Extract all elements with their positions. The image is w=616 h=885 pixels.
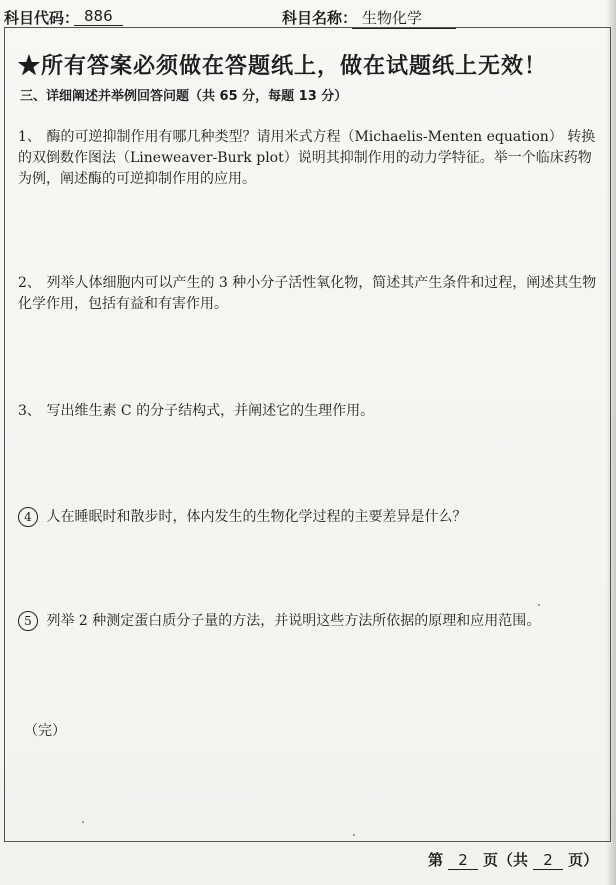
question-5 bbox=[18, 611, 598, 632]
footer-page-number: 2 bbox=[448, 851, 478, 870]
paper-speck bbox=[353, 834, 355, 836]
question-text: 酶的可逆抑制作用有哪几种类型？请用米式方程（Michaelis-Menten equation） 转换的双倒数作图法（Lineweaver-Burk plot）说明其抑制作用的动力学特征。举一个临床药物为例，阐述酶的可逆抑制作用的应用。 bbox=[18, 129, 596, 187]
page-footer bbox=[428, 849, 598, 870]
subject-code-value: 886 bbox=[74, 7, 123, 26]
question-text: 列举人体细胞内可以产生的 3 种小分子活性氧化物，简述其产生条件和过程，阐述其生物化学作用，包括有益和有害作用。 bbox=[18, 275, 597, 312]
question-number: 2、 bbox=[18, 275, 41, 291]
question-3 bbox=[18, 401, 598, 422]
question-number-circled: 4 bbox=[18, 507, 38, 527]
question-4 bbox=[18, 507, 598, 528]
question-number-circled: 5 bbox=[18, 611, 38, 631]
footer-suffix: 页） bbox=[568, 851, 599, 869]
exam-headline: ★所有答案必须做在答题纸上，做在试题纸上无效！ bbox=[18, 53, 548, 79]
paper-speck bbox=[82, 821, 84, 823]
end-mark: （完） bbox=[24, 723, 66, 739]
question-1 bbox=[18, 127, 598, 190]
question-text: 列举 2 种测定蛋白质分子量的方法，并说明这些方法所依据的原理和应用范围。 bbox=[46, 613, 541, 629]
question-2 bbox=[18, 273, 598, 315]
question-text: 人在睡眠时和散步时，体内发生的生物化学过程的主要差异是什么？ bbox=[46, 509, 467, 525]
subject-code-label: 科目代码： bbox=[4, 9, 80, 27]
footer-prefix: 第 bbox=[428, 851, 444, 869]
footer-total-pages: 2 bbox=[533, 851, 563, 870]
subject-name-label: 科目名称： bbox=[282, 9, 358, 27]
paper-speck bbox=[538, 604, 540, 606]
question-text: 写出维生素 C 的分子结构式，并阐述它的生理作用。 bbox=[46, 403, 375, 419]
exam-header bbox=[4, 3, 612, 27]
question-number: 3、 bbox=[18, 403, 41, 419]
question-number: 1、 bbox=[18, 129, 41, 145]
footer-middle: 页（共 bbox=[483, 851, 529, 869]
section-title: 三、详细阐述并举例回答问题（共 65 分，每题 13 分） bbox=[20, 89, 348, 104]
subject-name-value: 生物化学 bbox=[352, 7, 456, 29]
